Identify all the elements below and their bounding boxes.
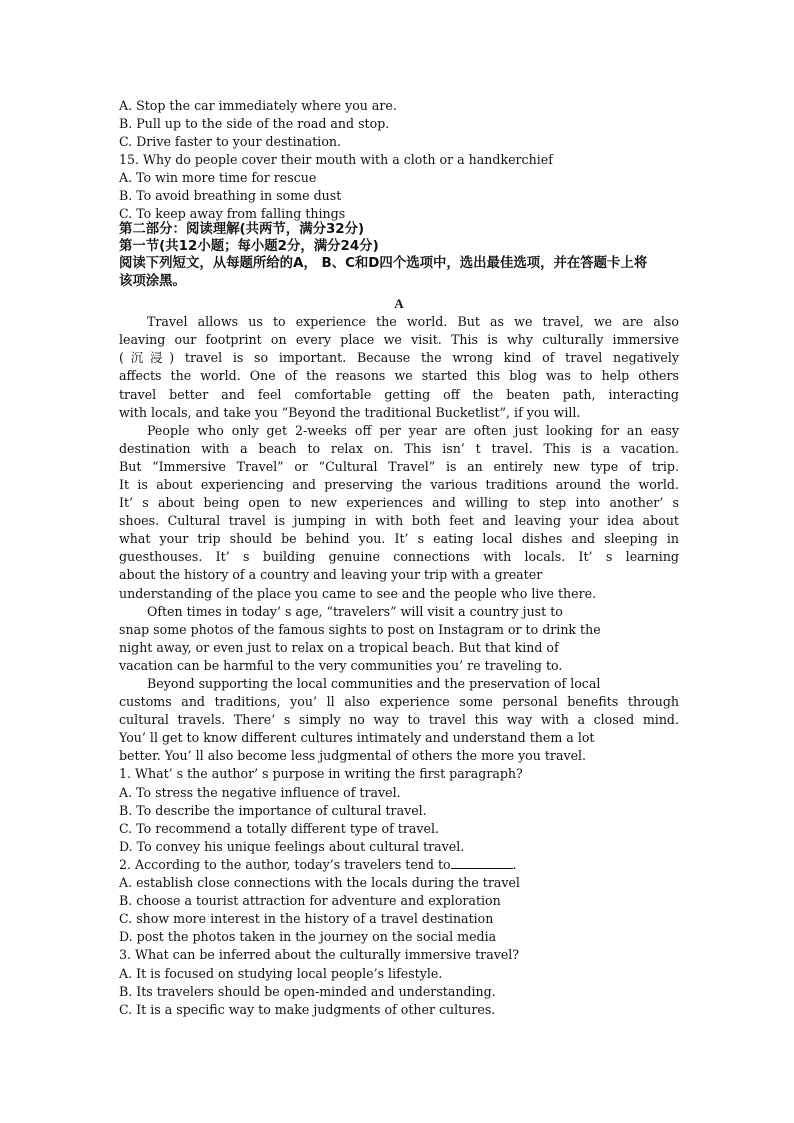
question-2: [119, 856, 679, 874]
answer-blank: [451, 856, 513, 869]
passage-line: about the history of a country and leaving your trip with a greater: [119, 567, 543, 583]
passage-line: customs and traditions, you’ ll also experience some personal benefits through: [119, 694, 679, 710]
passage-line: (沉浸) travel is so important. Because the wrong kind of travel negatively: [119, 350, 679, 366]
option-a: A. To stress the negative influence of travel.: [119, 784, 401, 800]
option-c: C. To recommend a totally different type of travel.: [119, 820, 439, 836]
passage-line: vacation can be harmful to the very communities you’ re traveling to.: [119, 657, 563, 673]
passage-line: leaving our footprint on every place we visit. This is why culturally immersive: [119, 332, 679, 348]
option-a: A. establish close connections with the locals during the travel: [119, 875, 520, 891]
passage-line: shoes. Cultural travel is jumping in with both feet and leaving your idea about: [119, 513, 679, 529]
instruction-line: 阅读下列短文，从每题所给的A， B、C和D四个选项中，选出最佳选项，并在答题卡上将: [119, 256, 648, 272]
passage-line: what your trip should be behind you. It’ s eating local dishes and sleeping in: [119, 531, 679, 547]
passage-line: You’ ll get to know different cultures intimately and understand them a lot: [119, 730, 595, 746]
option-b: B. To describe the importance of cultural travel.: [119, 802, 427, 818]
passage-line: better. You’ ll also become less judgmental of others the more you travel.: [119, 748, 587, 764]
passage-line: Often times in today’ s age, “travelers” will visit a country just to: [147, 603, 563, 619]
passage-line: night away, or even just to relax on a tropical beach. But that kind of: [119, 639, 559, 655]
option-b: B. choose a tourist attraction for adventure and exploration: [119, 893, 501, 909]
option-c: C. Drive faster to your destination.: [119, 134, 342, 150]
passage-line: snap some photos of the famous sights to post on Instagram or to drink the: [119, 621, 601, 637]
option-d: D. To convey his unique feelings about cultural travel.: [119, 838, 465, 854]
option-b: B. Its travelers should be open-minded and understanding.: [119, 983, 496, 999]
option-a: A. Stop the car immediately where you are.: [119, 98, 397, 113]
passage-line: Travel allows us to experience the world. But as we travel, we are also: [147, 314, 679, 330]
passage-line: But “Immersive Travel” or “Cultural Travel” is an entirely new type of trip.: [119, 458, 679, 474]
part-title: 第二部分：阅读理解(共两节，满分32分): [119, 221, 365, 237]
question-1: 1. What’ s the author’ s purpose in writing the first paragraph?: [119, 766, 523, 782]
option-a: A. It is focused on studying local people’s lifestyle.: [119, 965, 443, 981]
question-3: 3. What can be inferred about the culturally immersive travel?: [119, 947, 520, 963]
passage-line: It’ s about being open to new experiences and willing to step into another’ s: [119, 495, 679, 511]
passage-line: cultural travels. There’ s simply no way to travel this way with a closed mind.: [119, 712, 679, 728]
option-c: C. It is a specific way to make judgments of other cultures.: [119, 1001, 496, 1017]
subsection-title: 第一节(共12小题；每小题2分，满分24分): [119, 238, 379, 254]
question-2-end: .: [512, 856, 517, 872]
passage-letter: A: [394, 296, 404, 312]
passage-line: travel better and feel comfortable getting off the beaten path, interacting: [119, 386, 679, 402]
option-c: C. To keep away from falling things: [119, 205, 346, 221]
passage-line: with locals, and take you “Beyond the traditional Bucketlist”, if you will.: [119, 404, 581, 420]
instruction-line: 该项涂黑。: [119, 273, 186, 289]
question-15: 15. Why do people cover their mouth with a cloth or a handkerchief: [119, 152, 553, 168]
option-b: B. Pull up to the side of the road and stop.: [119, 116, 390, 132]
question-2-text: 2. According to the author, today’s travelers tend to: [119, 856, 451, 872]
passage-line: destination with a beach to relax on. This isn’ t travel. This is a vacation.: [119, 440, 679, 456]
passage-line: understanding of the place you came to see and the people who live there.: [119, 585, 597, 601]
exam-page: [119, 97, 679, 1019]
passage-line: It is about experiencing and preserving the various traditions around the world.: [119, 476, 679, 492]
passage-line: People who only get 2-weeks off per year are often just looking for an easy: [147, 422, 679, 438]
passage-line: guesthouses. It’ s building genuine connections with locals. It’ s learning: [119, 549, 679, 565]
option-a: A. To win more time for rescue: [119, 170, 317, 186]
passage-line: affects the world. One of the reasons we started this blog was to help others: [119, 368, 679, 384]
option-b: B. To avoid breathing in some dust: [119, 188, 342, 204]
option-d: D. post the photos taken in the journey on the social media: [119, 929, 497, 945]
passage-line: Beyond supporting the local communities and the preservation of local: [147, 676, 601, 691]
option-c: C. show more interest in the history of a travel destination: [119, 911, 494, 927]
